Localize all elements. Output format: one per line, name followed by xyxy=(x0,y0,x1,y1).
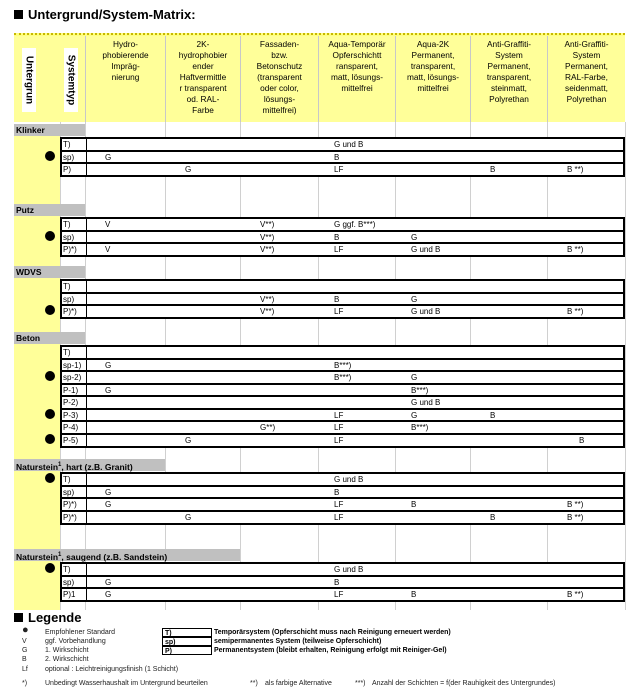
table-row xyxy=(60,304,625,319)
system-type: P)*) xyxy=(63,307,77,316)
footnote-text: Unbedingt Wasserhaushalt im Untergrund beurteilen xyxy=(45,680,208,687)
matrix-cell: G xyxy=(185,435,192,445)
column-header-line: matt, lösungs- xyxy=(330,72,384,82)
row-divider xyxy=(86,372,87,383)
system-type: sp) xyxy=(63,152,75,162)
column-header-line: System xyxy=(495,50,523,60)
untergrund-column xyxy=(14,471,60,549)
matrix-cell: B xyxy=(490,165,496,174)
system-type: sp) xyxy=(63,232,75,242)
matrix-cell: G und B xyxy=(334,565,364,574)
column-header xyxy=(547,36,625,122)
table-row xyxy=(60,575,625,588)
system-type: P)*) xyxy=(63,500,77,509)
matrix-cell: G ggf. B***) xyxy=(334,220,376,229)
system-type: sp-1) xyxy=(63,360,82,370)
row-divider xyxy=(86,139,87,150)
matrix-cell: G und B xyxy=(334,475,364,484)
column-header-line: Aqua-2K xyxy=(416,39,450,49)
matrix-cell: G xyxy=(411,410,418,420)
table-row xyxy=(60,150,625,163)
matrix-cell: LF xyxy=(334,500,344,509)
matrix-cell: B **) xyxy=(567,307,584,316)
recommended-standard-icon xyxy=(45,151,55,161)
column-header-line: steinmatt, xyxy=(491,83,527,93)
column-header-line: transparent, xyxy=(410,61,456,71)
column-header-line: bzw. xyxy=(271,50,288,60)
matrix-cell: LF xyxy=(334,165,344,174)
legend-title xyxy=(14,610,81,625)
table-row xyxy=(60,420,625,433)
title-text: Untergrund/System-Matrix: xyxy=(28,7,196,22)
table-row xyxy=(60,395,625,408)
legend-system-code: sp) xyxy=(162,637,212,646)
column-header-line: mittelfrei xyxy=(341,83,373,93)
legend-title-text: Legende xyxy=(28,610,82,625)
matrix-cell: G und B xyxy=(411,398,441,407)
legend-text: 1. Wirkschicht xyxy=(45,647,89,654)
column-header-line: Farbe xyxy=(192,105,214,115)
untergrund-label: Untergrun xyxy=(23,55,35,105)
column-header-line: Impräg- xyxy=(111,61,140,71)
matrix-cell: V**) xyxy=(260,220,275,229)
table-row xyxy=(60,217,625,230)
column-header-line: od. RAL- xyxy=(186,94,220,104)
column-header-line: transparent, xyxy=(486,72,532,82)
row-divider xyxy=(86,422,87,433)
matrix-cell: G xyxy=(105,385,112,395)
row-divider xyxy=(86,589,87,600)
row-divider xyxy=(86,474,87,485)
legend-system-description: Permanentsystem (bleibt erhalten, Reinigung erfolgt mit Reiniger-Gel) xyxy=(214,647,447,654)
column-header-line: Hydro- xyxy=(113,39,138,49)
system-type: P-3) xyxy=(63,410,79,420)
row-divider xyxy=(86,244,87,255)
matrix-cell: LF xyxy=(334,512,344,522)
matrix-cell: B **) xyxy=(567,500,584,509)
matrix-cell: LF xyxy=(334,307,344,316)
table-row xyxy=(60,345,625,358)
systemtyp-header xyxy=(64,48,78,112)
table-row xyxy=(60,370,625,383)
system-type: T) xyxy=(63,140,71,149)
row-divider xyxy=(86,385,87,396)
row-divider xyxy=(86,360,87,371)
column-header-line: Betonschutz xyxy=(256,61,303,71)
system-type: P-2) xyxy=(63,398,79,407)
systemtyp-label: Systemtyp xyxy=(65,54,77,106)
column-header-line: Aqua-Temporär xyxy=(328,39,386,49)
matrix-cell: B***) xyxy=(334,373,352,382)
legend-system-code: T) xyxy=(162,628,212,637)
section-name-suffix: , hart (z.B. Granit) xyxy=(61,461,133,472)
column-header-line: hydrophobier xyxy=(178,50,228,60)
row-divider xyxy=(86,512,87,523)
column-header-line: Polyrethan xyxy=(489,94,529,104)
matrix-cell: B xyxy=(411,590,417,599)
recommended-standard-icon xyxy=(45,434,55,444)
matrix-cell: V xyxy=(105,245,111,254)
column-header-line: Anti-Graffiti- xyxy=(486,39,532,49)
matrix-cell: B xyxy=(411,500,417,509)
matrix-cell: G xyxy=(105,590,112,599)
untergrund-column xyxy=(14,216,60,266)
page-title xyxy=(14,7,196,22)
matrix-cell: G**) xyxy=(260,423,276,432)
column-header-line: Permanent, xyxy=(565,61,608,71)
system-type: P) xyxy=(63,165,71,174)
system-type: T) xyxy=(63,220,71,229)
table-row xyxy=(60,562,625,575)
matrix-cell: V**) xyxy=(260,307,275,316)
row-divider xyxy=(86,306,87,317)
column-header-line: seidenmatt, xyxy=(565,83,608,93)
matrix-cell: G xyxy=(105,500,112,509)
footnote-mark: **) xyxy=(250,680,258,687)
system-type: T) xyxy=(63,348,71,357)
system-type: T) xyxy=(63,565,71,574)
system-type: sp-2) xyxy=(63,373,82,382)
column-header-line: mittelfrei xyxy=(417,83,449,93)
matrix-cell: G xyxy=(105,487,112,497)
column-header xyxy=(85,36,165,122)
legend-system-description: Temporärsystem (Opferschicht muss nach Reinigung erneuert werden) xyxy=(214,629,451,636)
column-header-line: matt, lösungs- xyxy=(406,72,460,82)
legend-system-description: semipermanentes System (teilweise Opferschicht) xyxy=(214,638,382,645)
matrix-cell: G xyxy=(105,360,112,370)
system-type: P-1) xyxy=(63,385,79,395)
untergrund-header xyxy=(22,48,36,112)
table-row xyxy=(60,137,625,150)
matrix-cell: B xyxy=(334,232,340,242)
system-type: P)*) xyxy=(63,512,77,522)
row-divider xyxy=(86,435,87,446)
column-header-line: r transparent xyxy=(179,83,227,93)
matrix-cell: B **) xyxy=(567,512,584,522)
recommended-standard-icon xyxy=(45,371,55,381)
row-divider xyxy=(86,577,87,588)
column-header-line: (transparent xyxy=(257,72,302,82)
system-type: sp) xyxy=(63,487,75,497)
row-divider xyxy=(86,410,87,421)
column-header-line: oder color, xyxy=(260,83,299,93)
section-label xyxy=(14,549,240,561)
column-header-line: ender xyxy=(192,61,214,71)
section-name: Klinker xyxy=(16,125,45,135)
system-type: T) xyxy=(63,282,71,291)
matrix-cell: B **) xyxy=(567,590,584,599)
section-label xyxy=(14,266,85,278)
system-type: P)*) xyxy=(63,245,77,254)
section-name: Beton xyxy=(16,333,41,343)
matrix-cell: B***) xyxy=(411,385,429,395)
column-header-line: RAL-Farbe, xyxy=(565,72,608,82)
matrix-cell: B xyxy=(579,435,585,445)
system-type: P)1 xyxy=(63,590,76,599)
matrix-cell: V xyxy=(105,220,111,229)
legend-symbol: B xyxy=(22,656,27,663)
column-header xyxy=(165,36,240,122)
footnote-marker: 1 xyxy=(58,552,62,558)
row-divider xyxy=(86,347,87,358)
matrix-cell: V**) xyxy=(260,294,275,304)
row-divider xyxy=(86,487,87,498)
matrix-cell: B xyxy=(334,294,340,304)
table-row xyxy=(60,510,625,525)
footnote-mark: *) xyxy=(22,680,28,687)
table-row xyxy=(60,242,625,257)
matrix-cell: G xyxy=(411,232,418,242)
matrix-cell: B***) xyxy=(334,360,352,370)
column-header-line: Opferschichtt xyxy=(332,50,382,60)
table-row xyxy=(60,433,625,448)
table-row xyxy=(60,292,625,305)
legend-text: 2. Wirkschicht xyxy=(45,656,89,663)
matrix-cell: LF xyxy=(334,410,344,420)
column-header-line: Polyrethan xyxy=(566,94,607,104)
column-header-line: 2K- xyxy=(196,39,210,49)
system-type: P-5) xyxy=(63,435,79,445)
section-label xyxy=(14,332,85,344)
matrix-cell: B xyxy=(334,577,340,587)
table-row xyxy=(60,497,625,510)
row-divider xyxy=(86,499,87,510)
legend-text: Empfohlener Standard xyxy=(45,629,116,636)
matrix-cell: G xyxy=(105,152,112,162)
column-header xyxy=(395,36,470,122)
row-divider xyxy=(86,397,87,408)
matrix-cell: G und B xyxy=(411,245,441,254)
matrix-cell: G und B xyxy=(334,140,364,149)
table-row xyxy=(60,162,625,177)
footnote-marker: 1 xyxy=(58,462,62,468)
column-header-line: Permanent, xyxy=(487,61,531,71)
row-divider xyxy=(86,564,87,575)
column-header-line: Permanent, xyxy=(411,50,455,60)
matrix-cell: V**) xyxy=(260,232,275,242)
system-type: P-4) xyxy=(63,423,79,432)
recommended-standard-icon xyxy=(45,231,55,241)
recommended-standard-icon xyxy=(45,563,55,573)
legend-symbol: G xyxy=(22,647,28,654)
matrix-cell: B xyxy=(334,487,340,497)
table-row xyxy=(60,408,625,421)
table-row xyxy=(60,587,625,602)
section-label xyxy=(14,124,85,136)
matrix-cell: B **) xyxy=(567,165,584,174)
row-divider xyxy=(86,294,87,305)
section-label xyxy=(14,459,165,471)
untergrund-column xyxy=(14,278,60,332)
column-header-line: Anti-Graffiti- xyxy=(564,39,609,49)
column-header-line: mittelfrei) xyxy=(262,105,297,115)
table-row xyxy=(60,472,625,485)
matrix-cell: G und B xyxy=(411,307,441,316)
section-name: WDVS xyxy=(16,267,42,277)
system-type: sp) xyxy=(63,577,75,587)
table-row xyxy=(60,485,625,498)
matrix-cell: G xyxy=(185,512,192,522)
system-type: T) xyxy=(63,475,71,484)
row-divider xyxy=(86,232,87,243)
row-divider xyxy=(86,219,87,230)
matrix-cell: G xyxy=(411,373,418,382)
table-row xyxy=(60,279,625,292)
footnote-text: als farbige Alternative xyxy=(265,680,332,687)
column-header xyxy=(318,36,395,122)
matrix-cell: B xyxy=(490,512,496,522)
matrix-cell: LF xyxy=(334,423,344,432)
legend-system-code: P) xyxy=(162,646,212,655)
row-divider xyxy=(86,281,87,292)
recommended-standard-icon xyxy=(45,409,55,419)
legend-symbol: Lf xyxy=(22,666,28,673)
footnote-text: Anzahl der Schichten = f(der Rauhigkeit des Untergrundes) xyxy=(372,680,556,687)
matrix-cell: G xyxy=(105,577,112,587)
column-header-line: ransparent, xyxy=(336,61,378,71)
row-divider xyxy=(86,164,87,175)
row-divider xyxy=(86,152,87,163)
matrix-header xyxy=(14,36,625,122)
column-header xyxy=(470,36,547,122)
untergrund-column xyxy=(14,136,60,204)
table-row xyxy=(60,358,625,371)
column-header-line: nierung xyxy=(111,72,140,82)
system-type: sp) xyxy=(63,294,75,304)
legend-symbol: V xyxy=(22,638,27,645)
section-name: Putz xyxy=(16,205,34,215)
grid-line xyxy=(625,122,626,610)
matrix-cell: V**) xyxy=(260,245,275,254)
column-header xyxy=(240,36,318,122)
matrix-cell: B xyxy=(490,410,496,420)
matrix-cell: LF xyxy=(334,245,344,254)
section-name-suffix: , saugend (z.B. Sandstein) xyxy=(61,551,168,562)
matrix-cell: LF xyxy=(334,435,344,445)
matrix-cell: B xyxy=(334,152,340,162)
legend-text: optional : Leichtreinigungsfinish (1 Schicht) xyxy=(45,666,179,673)
table-row xyxy=(60,383,625,396)
matrix-cell: G xyxy=(411,294,418,304)
table-row xyxy=(60,230,625,243)
legend-text: ggf. Vorbehandlung xyxy=(45,638,106,645)
section-name: Naturstein xyxy=(16,551,59,562)
column-header-line: Haftvermittle xyxy=(179,72,227,82)
column-header-line: System xyxy=(572,50,601,60)
matrix-cell: G xyxy=(185,165,192,174)
recommended-standard-icon xyxy=(45,473,55,483)
section-label xyxy=(14,204,85,216)
recommended-standard-icon: ● xyxy=(22,624,29,636)
matrix-cell: B **) xyxy=(567,245,584,254)
column-header-line: Fassaden- xyxy=(259,39,300,49)
footnote-mark: ***) xyxy=(355,680,366,687)
column-header-line: phobierende xyxy=(102,50,149,60)
column-header-line: lösungs- xyxy=(263,94,296,104)
matrix-cell: B***) xyxy=(411,423,429,432)
recommended-standard-icon xyxy=(45,305,55,315)
matrix-cell: LF xyxy=(334,590,344,599)
section-name: Naturstein xyxy=(16,461,59,472)
